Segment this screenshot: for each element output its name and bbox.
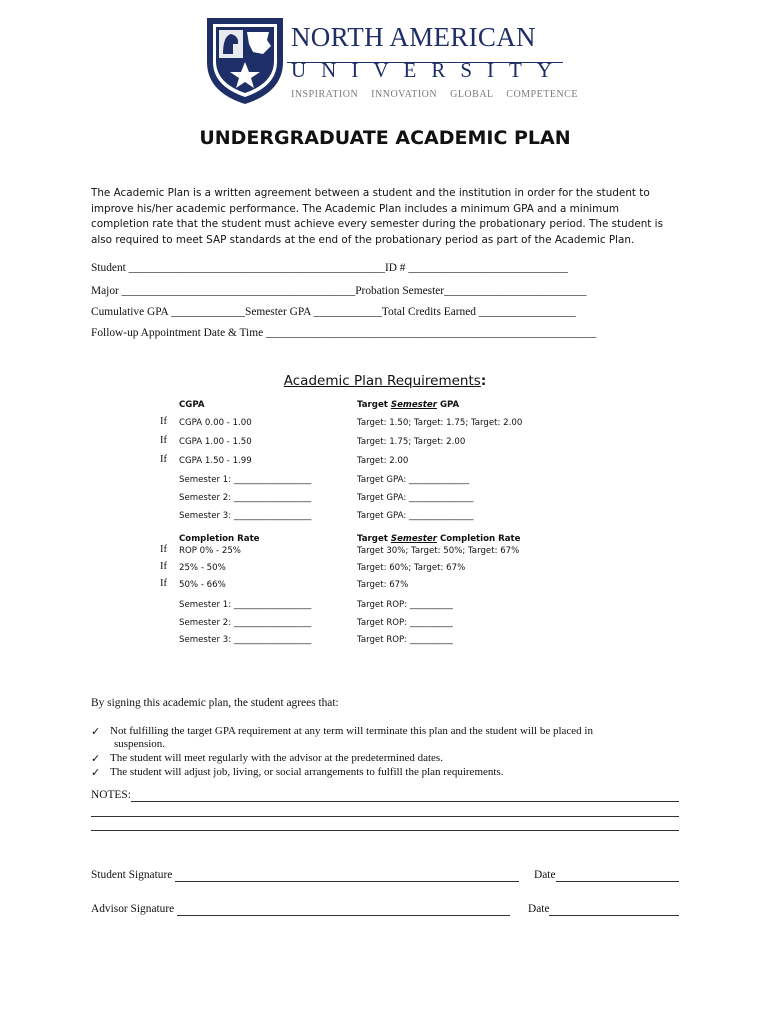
requirements-heading-colon: : [480,373,487,389]
gpa-row-range: CGPA 0.00 - 1.00 [179,418,252,428]
target-header-em: Semester [390,400,437,410]
completion-semester-field[interactable]: Semester 3: __________________ [179,635,312,645]
target-rop-field[interactable]: Target ROP: __________ [357,618,453,628]
gpa-semester-field[interactable]: Semester 2: __________________ [179,493,312,503]
requirements-heading [0,373,770,389]
advisor-signature-line[interactable] [177,915,510,916]
gpa-row-target: Target: 1.50; Target: 1.75; Target: 2.00 [357,418,523,428]
advisor-date-label: Date [528,903,550,915]
check-icon: ✓ [91,726,101,738]
logo-name: NORTH AMERICAN [291,22,536,52]
agreement-bullet-continued: suspension. [114,738,166,750]
target-semester-completion-header [357,534,520,544]
target-rop-field[interactable]: Target ROP: __________ [357,635,453,645]
student-signature-line[interactable] [175,881,519,882]
agreement-bullet: The student will adjust job, living, or social arrangements to fulfill the plan requirements. [110,766,504,778]
agreement-intro: By signing this academic plan, the student agrees that: [91,697,339,709]
target-rop-field[interactable]: Target ROP: __________ [357,600,453,610]
student-signature-label: Student Signature [91,869,173,881]
student-id-field[interactable]: Student _____________________________________________ID # ____________________________ [91,262,568,274]
target-completion-em: Semester [390,534,437,544]
gpa-semester-field[interactable]: Semester 3: __________________ [179,511,312,521]
agreement-bullet: The student will meet regularly with the advisor at the predetermined dates. [110,752,443,764]
logo-university: UNIVERSITY [291,58,567,82]
completion-row-target: Target: 60%; Target: 67% [357,563,466,573]
if-label: If [160,578,167,589]
followup-appointment-field[interactable]: Follow-up Appointment Date & Time __________________________________________________________ [91,327,597,339]
completion-row-target: Target: 67% [357,580,409,590]
check-icon: ✓ [91,753,101,765]
completion-row-range: ROP 0% - 25% [179,546,241,556]
completion-row-range: 50% - 66% [179,580,226,590]
completion-row-range: 25% - 50% [179,563,226,573]
target-gpa-field[interactable]: Target GPA: _______________ [357,511,474,521]
gpa-semester-field[interactable]: Semester 1: __________________ [179,475,312,485]
gpa-row-target: Target: 2.00 [357,456,409,466]
student-date-label: Date [534,869,556,881]
if-label: If [160,435,167,446]
if-label: If [160,561,167,572]
advisor-signature-label: Advisor Signature [91,903,175,915]
gpa-row-target: Target: 1.75; Target: 2.00 [357,437,466,447]
notes-line[interactable] [91,816,679,817]
intro-paragraph: The Academic Plan is a written agreement between a student and the institution in order for the student to improve his/her academic performance. The Academic Plan includes a minimum GPA and a minimum completion rate that the student must achieve every semester during the probationary period. The student is also required to meet SAP standards at the end of the probationary period as part of the Academic Plan. [91,187,663,246]
check-icon: ✓ [91,767,101,779]
target-gpa-field[interactable]: Target GPA: _______________ [357,493,474,503]
notes-line[interactable] [91,830,679,831]
target-gpa-field[interactable]: Target GPA: ______________ [357,475,470,485]
university-crest-icon [205,14,285,106]
target-completion-post: Completion Rate [436,534,521,544]
gpa-row-range: CGPA 1.50 - 1.99 [179,456,252,466]
if-label: If [160,544,167,555]
agreement-bullet: Not fulfilling the target GPA requirement at any term will terminate this plan and the student will be placed in [110,725,593,737]
notes-line[interactable] [131,801,679,802]
completion-row-target: Target 30%; Target: 50%; Target: 67% [357,546,520,556]
logo-tagline: INSPIRATION INNOVATION GLOBAL COMPETENCE [291,89,578,100]
if-label: If [160,454,167,465]
completion-rate-header: Completion Rate [179,534,260,544]
major-probation-field[interactable]: Major _________________________________________Probation Semester_________________________ [91,285,587,297]
advisor-date-line[interactable] [549,915,679,916]
student-date-line[interactable] [556,881,679,882]
target-completion-pre: Target [357,534,391,544]
target-header-post: GPA [436,400,460,410]
target-header-pre: Target [357,400,391,410]
page-title: UNDERGRADUATE ACADEMIC PLAN [199,127,571,149]
target-semester-gpa-header [357,400,459,410]
completion-semester-field[interactable]: Semester 1: __________________ [179,600,312,610]
gpa-row-range: CGPA 1.00 - 1.50 [179,437,252,447]
notes-label: NOTES: [91,789,131,801]
if-label: If [160,416,167,427]
requirements-heading-text: Academic Plan Requirements [283,373,481,389]
completion-semester-field[interactable]: Semester 2: __________________ [179,618,312,628]
cgpa-header: CGPA [179,400,205,410]
gpa-credits-field[interactable]: Cumulative GPA _____________Semester GPA ____________Total Credits Earned _________________ [91,306,576,318]
